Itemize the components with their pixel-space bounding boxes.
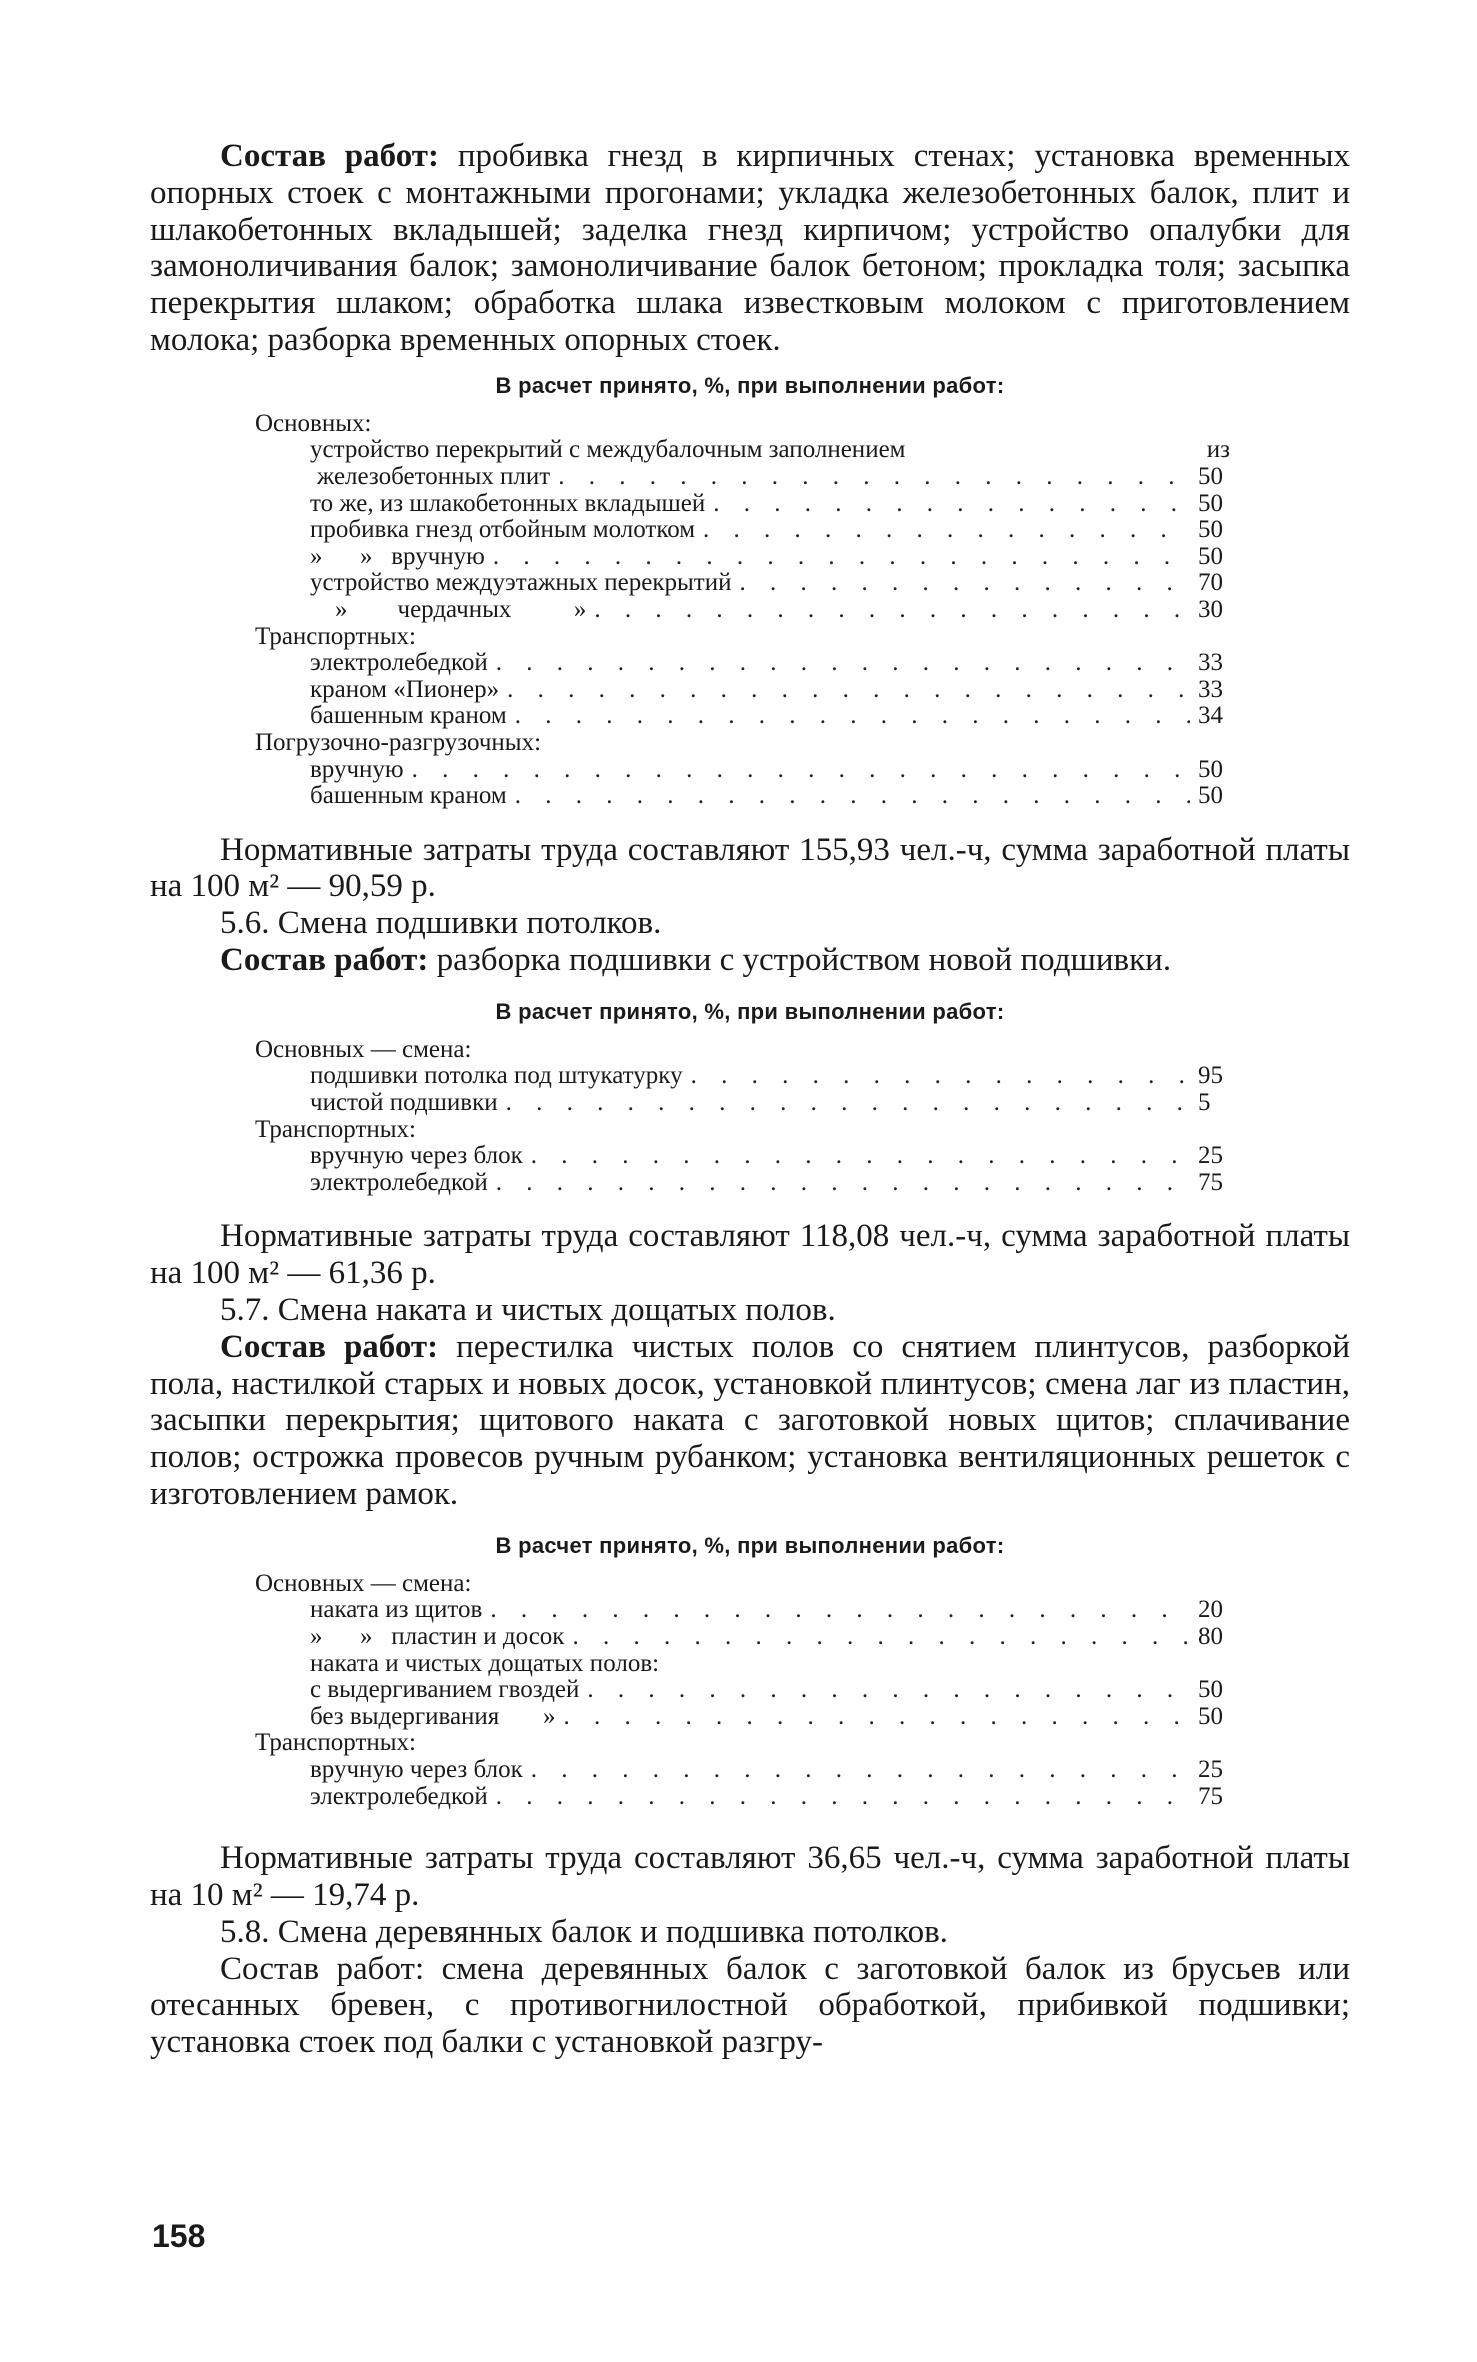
- work-composition-1: Состав работ: пробивка гнезд в кирпичных стенах; установка временных опорных стоек с монтажными прогонами; укладка железобетонных балок, плит и шлакобетонных вкладышей; заделка гнезд кирпичом; устройство опалубки для замоноличивания балок; замоноличивание балок бетоном; прокладка толя; засыпка перекрытия шлаком; обработка шлака известковым молоком с приготовлением молока; разборка временных опорных стоек.: [150, 138, 1350, 358]
- norm-text-3: Нормативные затраты труда составляют 36,65 чел.-ч, сумма заработной платы на 10 м² — 19,74 р.: [150, 1840, 1350, 1913]
- table-row: пробивка гнезд отбойным молотком . . . 50: [255, 517, 1230, 544]
- table-row: электролебедкой . . . 75: [255, 1784, 1230, 1811]
- table2: [255, 1037, 1230, 1197]
- group-title: Транспортных:: [255, 1115, 416, 1143]
- table-row: вручную через блок . . . 25: [255, 1757, 1230, 1784]
- table-row: железобетонных плит . . . 50: [255, 464, 1230, 491]
- work-composition-4: Состав работ: смена деревянных балок с заготовкой балок из брусьев или отесанных бревен, с противогнилостной обработкой, прибивкой подшивки; установка стоек под балки с установкой разгру-: [150, 1950, 1350, 2061]
- table-row: » чердачных » . . . 30: [255, 597, 1230, 624]
- norm-text-1: Нормативные затраты труда составляют 155,93 чел.-ч, сумма заработной платы на 100 м² — 90,59 р.: [150, 831, 1350, 905]
- table-row: устройство междуэтажных перекрытий . . . 70: [255, 570, 1230, 597]
- table-row: » » пластин и досок . . . 80: [255, 1624, 1230, 1651]
- page-content: [150, 138, 1350, 2061]
- group-title: Основных:: [255, 409, 372, 437]
- table-row: чистой подшивки . . . 5: [255, 1090, 1230, 1117]
- table-row: башенным краном . . . 34: [255, 703, 1230, 730]
- group-title: Погрузочно-разгрузочных:: [255, 728, 542, 756]
- work-composition-3: Состав работ: перестилка чистых полов со снятием плинтусов, разборкой пола, настилкой старых и новых досок, установкой плинтусов; смена лаг из пластин, засыпки перекрытия; щитового наката с заготовкой новых щитов; сплачивание полов; острожка провесов ручным рубанком; установка вентиляционных решеток с изготовлением рамок.: [150, 1328, 1350, 1513]
- table3: [255, 1571, 1230, 1810]
- table-row: вручную . . . 50: [255, 757, 1230, 784]
- norm-text-2: Нормативные затраты труда составляют 118,08 чел.-ч, сумма заработной платы на 100 м² — 61,36 р.: [150, 1218, 1350, 1292]
- section-5-8: 5.8. Смена деревянных балок и подшивка потолков.: [220, 1913, 948, 1950]
- table-row: наката из щитов . . . 20: [255, 1597, 1230, 1624]
- table3-header: В расчет принято, %, при выполнении работ:: [495, 1532, 1005, 1558]
- table-row: электролебедкой . . . 33: [255, 650, 1230, 677]
- table-row: подшивки потолка под штукатурку . . . 95: [255, 1063, 1230, 1090]
- table-row: с выдергиванием гвоздей . . . 50: [255, 1677, 1230, 1704]
- table2-header: В расчет принято, %, при выполнении работ:: [495, 998, 1005, 1024]
- table1: [255, 411, 1230, 810]
- group-title: Транспортных:: [255, 1729, 416, 1757]
- work-composition-2: Состав работ: разборка подшивки с устройством новой подшивки.: [220, 942, 1172, 979]
- work-composition-label: Состав работ:: [220, 138, 439, 174]
- group-title: Транспортных:: [255, 622, 416, 650]
- group-title: Основных — смена:: [255, 1035, 472, 1063]
- table-row: башенным краном . . . 50: [255, 783, 1230, 810]
- table-row: краном «Пионер» . . . 33: [255, 677, 1230, 704]
- section-5-7: 5.7. Смена наката и чистых дощатых полов.: [220, 1292, 836, 1329]
- table-row: наката и чистых дощатых полов:: [310, 1649, 660, 1677]
- table-row: » » вручную . . . 50: [255, 544, 1230, 571]
- table-row: то же, из шлакобетонных вкладышей . . . 50: [255, 491, 1230, 518]
- page-number: 158: [152, 2218, 206, 2254]
- group-title: Основных — смена:: [255, 1569, 472, 1597]
- table-row: устройство перекрытий с междубалочным заполнением из: [310, 436, 1230, 464]
- section-5-6: 5.6. Смена подшивки потолков.: [220, 905, 662, 942]
- table1-header: В расчет принято, %, при выполнении работ:: [495, 372, 1005, 398]
- table-row: электролебедкой . . . 75: [255, 1170, 1230, 1197]
- table-row: вручную через блок . . . 25: [255, 1143, 1230, 1170]
- table-row: без выдергивания » . . . 50: [255, 1704, 1230, 1731]
